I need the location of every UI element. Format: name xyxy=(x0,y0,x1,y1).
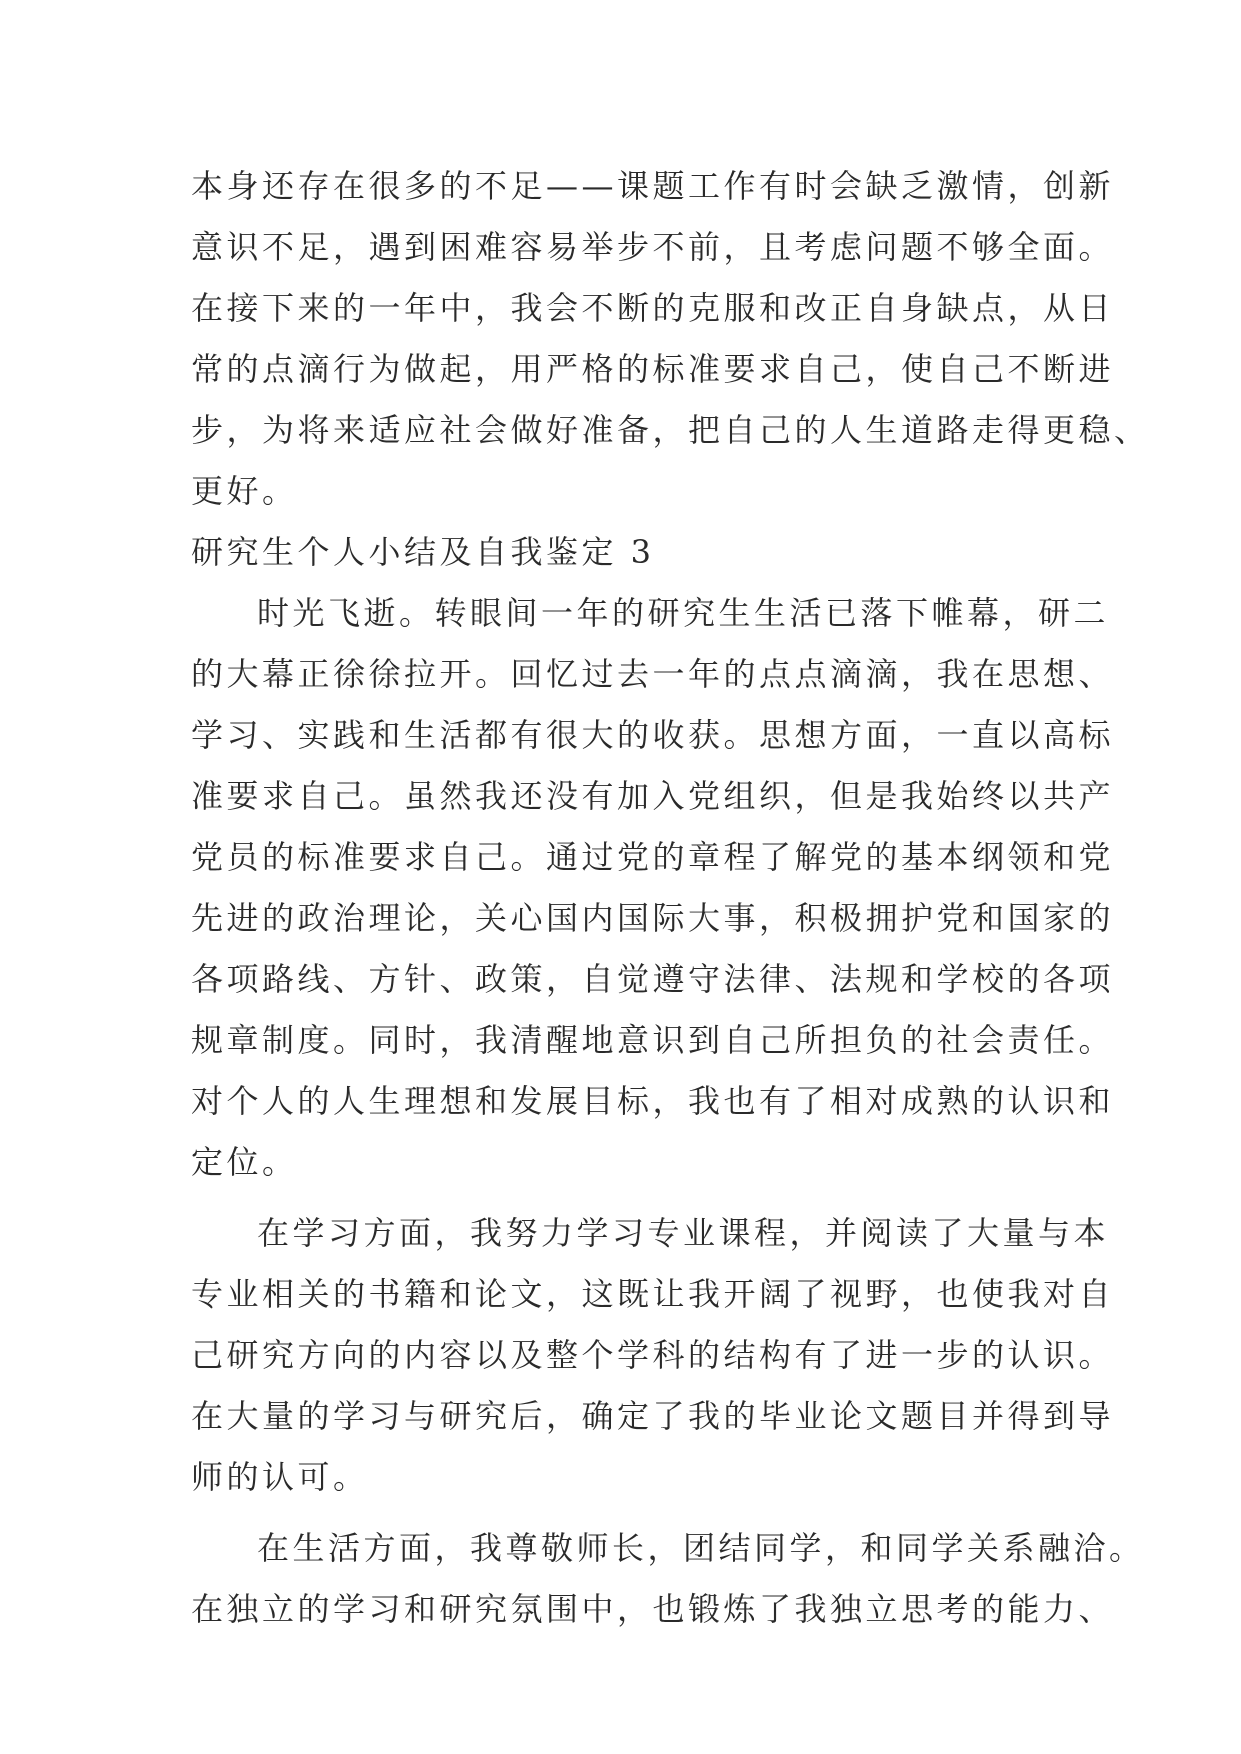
text-line: 步，为将来适应社会做好准备，把自己的人生道路走得更稳、 xyxy=(191,411,1150,449)
text-line: 学习、实践和生活都有很大的收获。思想方面，一直以高标 xyxy=(191,716,1115,754)
text-line: 在大量的学习与研究后，确定了我的毕业论文题目并得到导 xyxy=(191,1397,1115,1435)
text-line: 在学习方面，我努力学习专业课程，并阅读了大量与本 xyxy=(257,1214,1110,1252)
text-line: 在接下来的一年中，我会不断的克服和改正自身缺点，从日 xyxy=(191,289,1115,327)
text-line: 时光飞逝。转眼间一年的研究生生活已落下帷幕，研二 xyxy=(257,594,1110,632)
text-line: 规章制度。同时，我清醒地意识到自己所担负的社会责任。 xyxy=(191,1021,1115,1059)
section-heading: 研究生个人小结及自我鉴定 3 xyxy=(191,533,655,571)
text-line: 先进的政治理论，关心国内国际大事，积极拥护党和国家的 xyxy=(191,899,1115,937)
text-line: 准要求自己。虽然我还没有加入党组织，但是我始终以共产 xyxy=(191,777,1115,815)
text-line: 意识不足，遇到困难容易举步不前，且考虑问题不够全面。 xyxy=(191,228,1115,266)
paragraph-3 xyxy=(191,1203,1115,1508)
text-line: 在独立的学习和研究氛围中，也锻炼了我独立思考的能力、 xyxy=(191,1590,1115,1628)
text-line: 各项路线、方针、政策，自觉遵守法律、法规和学校的各项 xyxy=(191,960,1115,998)
text-line: 常的点滴行为做起，用严格的标准要求自己，使自己不断进 xyxy=(191,350,1115,388)
text-line: 本身还存在很多的不足——课题工作有时会缺乏激情，创新 xyxy=(191,167,1115,205)
paragraph-4 xyxy=(191,1518,1145,1640)
text-line: 更好。 xyxy=(191,472,298,510)
text-line: 定位。 xyxy=(191,1143,298,1181)
text-line: 的大幕正徐徐拉开。回忆过去一年的点点滴滴，我在思想、 xyxy=(191,655,1115,693)
text-line: 己研究方向的内容以及整个学科的结构有了进一步的认识。 xyxy=(191,1336,1115,1374)
text-line: 专业相关的书籍和论文，这既让我开阔了视野，也使我对自 xyxy=(191,1275,1115,1313)
text-line: 在生活方面，我尊敬师长，团结同学，和同学关系融洽。 xyxy=(257,1529,1145,1567)
paragraph-2 xyxy=(191,583,1115,1193)
paragraph-1 xyxy=(191,156,1150,522)
text-line: 师的认可。 xyxy=(191,1458,369,1496)
document-body xyxy=(191,156,1150,1640)
text-line: 党员的标准要求自己。通过党的章程了解党的基本纲领和党 xyxy=(191,838,1115,876)
text-line: 对个人的人生理想和发展目标，我也有了相对成熟的认识和 xyxy=(191,1082,1115,1120)
